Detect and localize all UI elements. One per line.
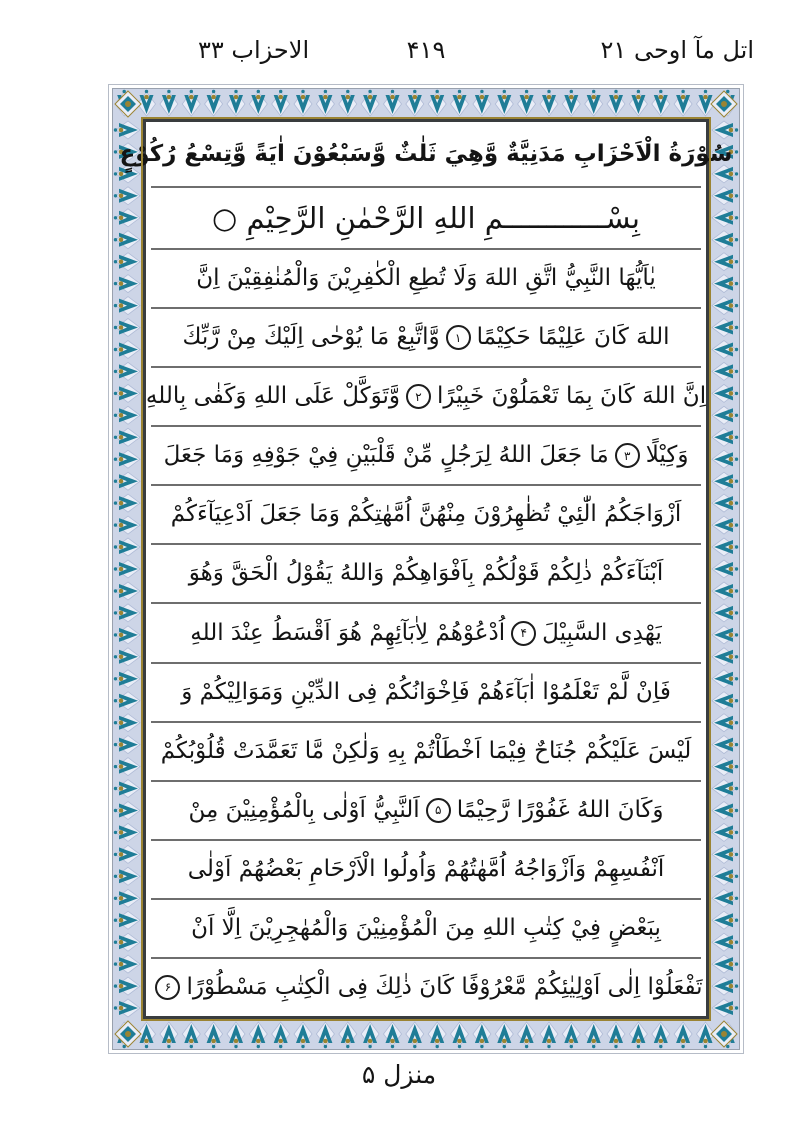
ayah-text: وَكَانَ اللهُ غَفُوْرًا رَّحِيْمًا bbox=[456, 796, 664, 823]
surah-name-header: الاحزاب ۳۳ bbox=[198, 36, 310, 64]
ayah-number-badge: ۵ bbox=[426, 798, 451, 823]
ayah-text: يَهْدِى السَّبِيْلَ bbox=[542, 619, 662, 646]
border-ornament-top bbox=[113, 89, 739, 119]
ayah-text: وَكِيْلًا bbox=[645, 442, 689, 469]
quran-line bbox=[151, 250, 701, 309]
ayah-text: اَبْنَآءَكُمْ ذٰلِكُمْ قَوْلُكُمْ بِاَفْوَاهِكُمْ وَاللهُ يَقُوْلُ الْحَقَّ وَهُوَ bbox=[188, 560, 664, 587]
surah-title-banner bbox=[119, 122, 733, 188]
border-ornament-right bbox=[709, 119, 739, 1019]
ayah-number-badge: ۳ bbox=[615, 443, 640, 468]
ayah-text: تَفْعَلُوْا اِلٰى اَوْلِيٰئِكُمْ مَّعْرُوْفًا كَانَ ذٰلِكَ فِى الْكِتٰبِ مَسْطُوْرًا bbox=[186, 973, 703, 1000]
ayah-number-badge: ۱ bbox=[446, 325, 471, 350]
border-ornament-left bbox=[113, 119, 143, 1019]
border-rosette-icon bbox=[709, 1019, 739, 1049]
ayah-text: مَا جَعَلَ اللهُ لِرَجُلٍ مِّنْ قَلْبَيْنِ فِيْ جَوْفِهِ وَمَا جَعَلَ bbox=[163, 442, 609, 469]
ayah-number-badge: ۶ bbox=[155, 975, 180, 1000]
page-footer bbox=[0, 1060, 798, 1089]
ayah-text: اَزْوَاجَكُمُ الّٰئِيْ تُظٰهِرُوْنَ مِنْهُنَّ اُمَّهٰتِكُمْ وَمَا جَعَلَ اَدْعِيَآءَكُمْ bbox=[170, 501, 682, 528]
page-number: ۴۱۹ bbox=[406, 36, 446, 64]
border-rosette-icon bbox=[113, 1019, 143, 1049]
page-running-head bbox=[0, 36, 798, 78]
quran-line bbox=[151, 309, 701, 368]
quran-line bbox=[151, 486, 701, 545]
decorative-frame bbox=[112, 88, 740, 1050]
manzil-label: منزل ۵ bbox=[361, 1060, 437, 1089]
ayah-number-badge: ۴ bbox=[511, 621, 536, 646]
border-rosette-icon bbox=[113, 89, 143, 119]
quran-line bbox=[151, 959, 701, 1016]
bismillah-line bbox=[151, 188, 701, 250]
text-panel bbox=[119, 119, 733, 1019]
ayah-text: فَاِنْ لَّمْ تَعْلَمُوْا اٰبَآءَهُمْ فَاِخْوَانُكُمْ فِى الدِّيْنِ وَمَوَالِيْكُمْ وَ bbox=[181, 678, 671, 705]
quran-line bbox=[151, 427, 701, 486]
quran-line bbox=[151, 545, 701, 604]
quran-lines bbox=[145, 250, 707, 1016]
quran-line bbox=[151, 782, 701, 841]
ayah-text: اَلنَّبِيُّ اَوْلٰى بِالْمُؤْمِنِيْنَ مِنْ bbox=[188, 796, 420, 823]
ayah-text: بِبَعْضٍ فِيْ كِتٰبِ اللهِ مِنَ الْمُؤْمِنِيْنَ وَالْمُهٰجِرِيْنَ اِلَّا اَنْ bbox=[191, 914, 661, 941]
ayah-text: اِنَّ اللهَ كَانَ بِمَا تَعْمَلُوْنَ خَبِيْرًا bbox=[436, 383, 707, 410]
quran-line bbox=[151, 841, 701, 900]
ayah-text: يٰاَيُّهَا النَّبِيُّ اتَّقِ اللهَ وَلَا تُطِعِ الْكٰفِرِيْنَ وَالْمُنٰفِقِيْنَ اِنَّ bbox=[196, 265, 656, 292]
ayah-text: اَنْفُسِهِمْ وَاَزْوَاجُهُ اُمَّهٰتُهُمْ وَاُولُوا الْاَرْحَامِ بَعْضُهُمْ اَوْلٰى bbox=[187, 855, 665, 882]
juz-header: اتل مآ اوحی ۲۱ bbox=[600, 36, 754, 64]
quran-line bbox=[151, 664, 701, 723]
quran-line bbox=[151, 604, 701, 663]
quran-line bbox=[151, 723, 701, 782]
ayah-text: وَّتَوَكَّلْ عَلَى اللهِ وَكَفٰى بِاللهِ bbox=[145, 383, 400, 410]
border-rosette-icon bbox=[709, 89, 739, 119]
ayah-text: لَيْسَ عَلَيْكُمْ جُنَاحٌ فِيْمَا اَخْطَاْتُمْ بِهِ وَلٰكِنْ مَّا تَعَمَّدَتْ قُلُوْبُكُمْ bbox=[160, 737, 692, 764]
bismillah-text: بِسْــــــــــــمِ اللهِ الرَّحْمٰنِ الرَّحِيْمِ ○ bbox=[212, 201, 640, 235]
surah-title-text: سُوْرَةُ الْاَحْزَابِ مَدَنِيَّةٌ وَّهِيَ ثَلٰثٌ وَّسَبْعُوْنَ اٰيَةً وَّتِسْعُ رُكُوْعٍ bbox=[119, 140, 733, 167]
quran-line bbox=[151, 900, 701, 959]
border-ornament-bottom bbox=[113, 1019, 739, 1049]
ayah-text: اللهَ كَانَ عَلِيْمًا حَكِيْمًا bbox=[476, 324, 670, 351]
ayah-text: وَّاتَّبِعْ مَا يُوْحٰى اِلَيْكَ مِنْ رَّبِّكَ bbox=[182, 324, 440, 351]
ayah-text: اُدْعُوْهُمْ لِاٰبَآئِهِمْ هُوَ اَقْسَطُ عِنْدَ اللهِ bbox=[190, 619, 506, 646]
quran-line bbox=[145, 368, 707, 427]
ayah-number-badge: ۲ bbox=[406, 384, 431, 409]
